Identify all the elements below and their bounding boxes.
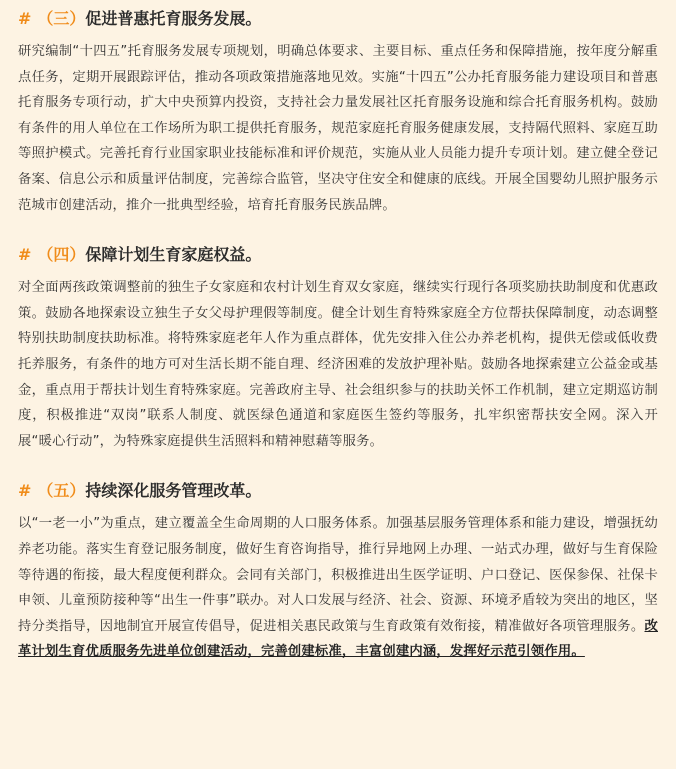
- section-number: （五）: [37, 481, 86, 501]
- section-body: 对全面两孩政策调整前的独生子女家庭和农村计划生育双女家庭，继续实行现行各项奖励扶助制度和优惠政策。鼓励各地探索设立独生子女父母护理假等制度。健全计划生育特殊家庭全方位帮扶保障制度，动态调整特别扶助制度扶助标准。将特殊家庭老年人作为重点群体，优先安排入住公办养老机构，提供无偿或低收费托养服务，有条件的地方可对生活长期不能自理、经济困难的发放护理补贴。鼓励各地探索建立公益金或基金，重点用于帮扶计划生育特殊家庭。完善政府主导、社会组织参与的扶助关怀工作机制，建立定期巡访制度，积极推进“双岗”联系人制度、就医绿色通道和家庭医生签约等服务，扎牢织密帮扶安全网。深入开展“暖心行动”，为特殊家庭提供生活照料和精神慰藉等服务。: [18, 280, 658, 449]
- hash-icon: #: [18, 481, 32, 501]
- section-number: （三）: [37, 9, 86, 28]
- emphasis-text: 改革计划生育优质服务先进单位创建活动，完善创建标准，丰富创建内涵，发挥好示范引领作用。: [18, 618, 658, 660]
- section-title: 促进普惠托育服务发展。: [85, 9, 262, 28]
- section-title: 保障计划生育家庭权益。: [85, 245, 262, 265]
- hash-icon: #: [18, 245, 32, 265]
- section-heading: [18, 243, 658, 267]
- section-heading: [18, 7, 658, 31]
- section-number: （四）: [37, 245, 86, 265]
- section-body: 研究编制“十四五”托育服务发展专项规划，明确总体要求、主要目标、重点任务和保障措施，按年度分解重点任务，定期开展跟踪评估，推动各项政策措施落地见效。实施“十四五”公办托育服务能力建设项目和普惠托育服务专项行动，扩大中央预算内投资，支持社会力量发展社区托育服务设施和综合托育服务机构。鼓励有条件的用人单位在工作场所为职工提供托育服务，规范家庭托育服务健康发展，支持隔代照料、家庭互助等照护模式。完善托育行业国家职业技能标准和评价规范，实施从业人员能力提升专项计划。建立健全登记备案、信息公示和质量评估制度，完善综合监管，坚决守住安全和健康的底线。开展全国婴幼儿照护服务示范城市创建活动，推介一批典型经验，培育托育服务民族品牌。: [18, 44, 658, 213]
- section-4: [18, 243, 658, 454]
- hash-icon: #: [18, 9, 32, 28]
- section-title: 持续深化服务管理改革。: [85, 481, 262, 501]
- section-body-container: [18, 511, 658, 665]
- section-5: [18, 479, 658, 665]
- section-body: 以“一老一小”为重点，建立覆盖全生命周期的人口服务体系。加强基层服务管理体系和能力建设，增强抚幼养老功能。落实生育登记服务制度，做好生育咨询指导，推行异地网上办理、一站式办理，做好与生育保险等待遇的衔接，最大程度便利群众。会同有关部门，积极推进出生医学证明、户口登记、医保参保、社保卡申领、儿童预防接种等“出生一件事”联办。对人口发展与经济、社会、资源、环境矛盾较为突出的地区，坚持分类指导，因地制宜开展宣传倡导，促进相关惠民政策与生育政策有效衔接，精准做好各项管理服务。: [18, 516, 658, 634]
- section-3: [18, 7, 658, 218]
- section-heading: [18, 479, 658, 503]
